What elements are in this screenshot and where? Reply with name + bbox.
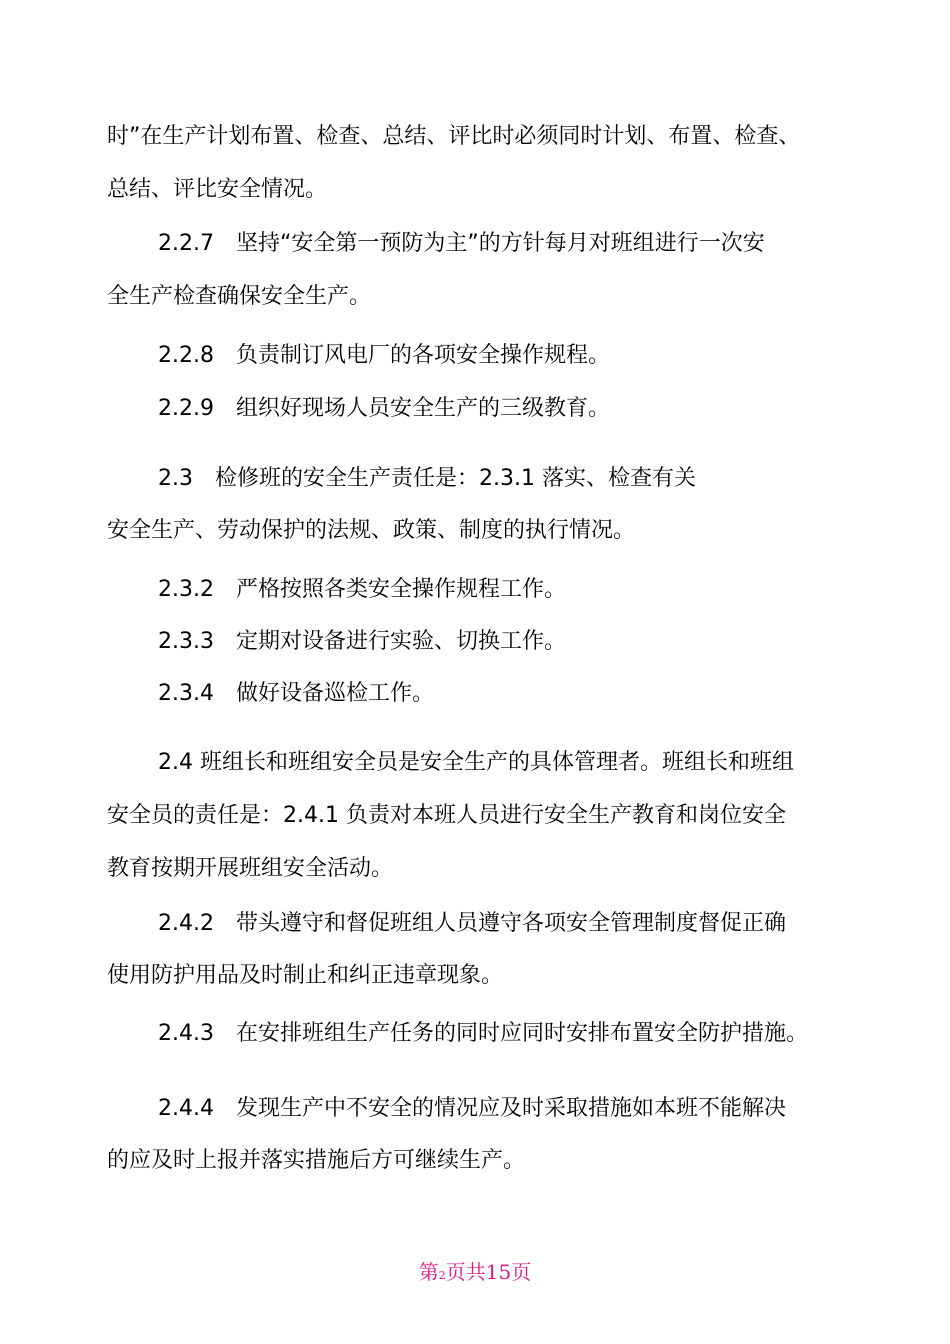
body-line: 时”在生产计划布置、检查、总结、评比时必须同时计划、布置、检查、 [107, 124, 801, 149]
body-line: 2.2.7 坚持“安全第一预防为主”的方针每月对班组进行一次安 [158, 231, 765, 256]
body-line: 2.4.4 发现生产中不安全的情况应及时采取措施如本班不能解决 [158, 1096, 786, 1121]
footer-suffix: 页 [511, 1260, 532, 1284]
footer-page-number: 2 [438, 1269, 446, 1282]
footer-prefix: 第 [418, 1260, 439, 1284]
body-line: 2.2.8 负责制订风电厂的各项安全操作规程。 [158, 343, 610, 368]
body-line: 2.4.2 带头遵守和督促班组人员遵守各项安全管理制度督促正确 [158, 911, 786, 936]
body-line: 使用防护用品及时制止和纠正违章现象。 [107, 963, 504, 988]
footer-middle: 页共 [445, 1260, 486, 1284]
footer-total-pages: 15 [485, 1260, 512, 1284]
body-line: 2.2.9 组织好现场人员安全生产的三级教育。 [158, 396, 610, 421]
body-line: 安全员的责任是：2.4.1 负责对本班人员进行安全生产教育和岗位安全 [107, 803, 786, 828]
body-line: 安全生产、劳动保护的法规、政策、制度的执行情况。 [107, 518, 636, 543]
body-line: 的应及时上报并落实措施后方可继续生产。 [107, 1148, 526, 1173]
body-line: 2.3 检修班的安全生产责任是：2.3.1 落实、检查有关 [158, 466, 696, 491]
body-line: 总结、评比安全情况。 [107, 177, 328, 202]
body-line: 2.4 班组长和班组安全员是安全生产的具体管理者。班组长和班组 [158, 750, 794, 775]
body-line: 2.3.2 严格按照各类安全操作规程工作。 [158, 577, 566, 602]
body-line: 2.3.3 定期对设备进行实验、切换工作。 [158, 629, 566, 654]
body-line: 全生产检查确保安全生产。 [107, 284, 372, 309]
page-footer [0, 1258, 950, 1290]
body-line: 2.4.3 在安排班组生产任务的同时应同时安排布置安全防护措施。 [158, 1021, 808, 1046]
body-line: 教育按期开展班组安全活动。 [107, 856, 394, 881]
body-line: 2.3.4 做好设备巡检工作。 [158, 681, 434, 706]
